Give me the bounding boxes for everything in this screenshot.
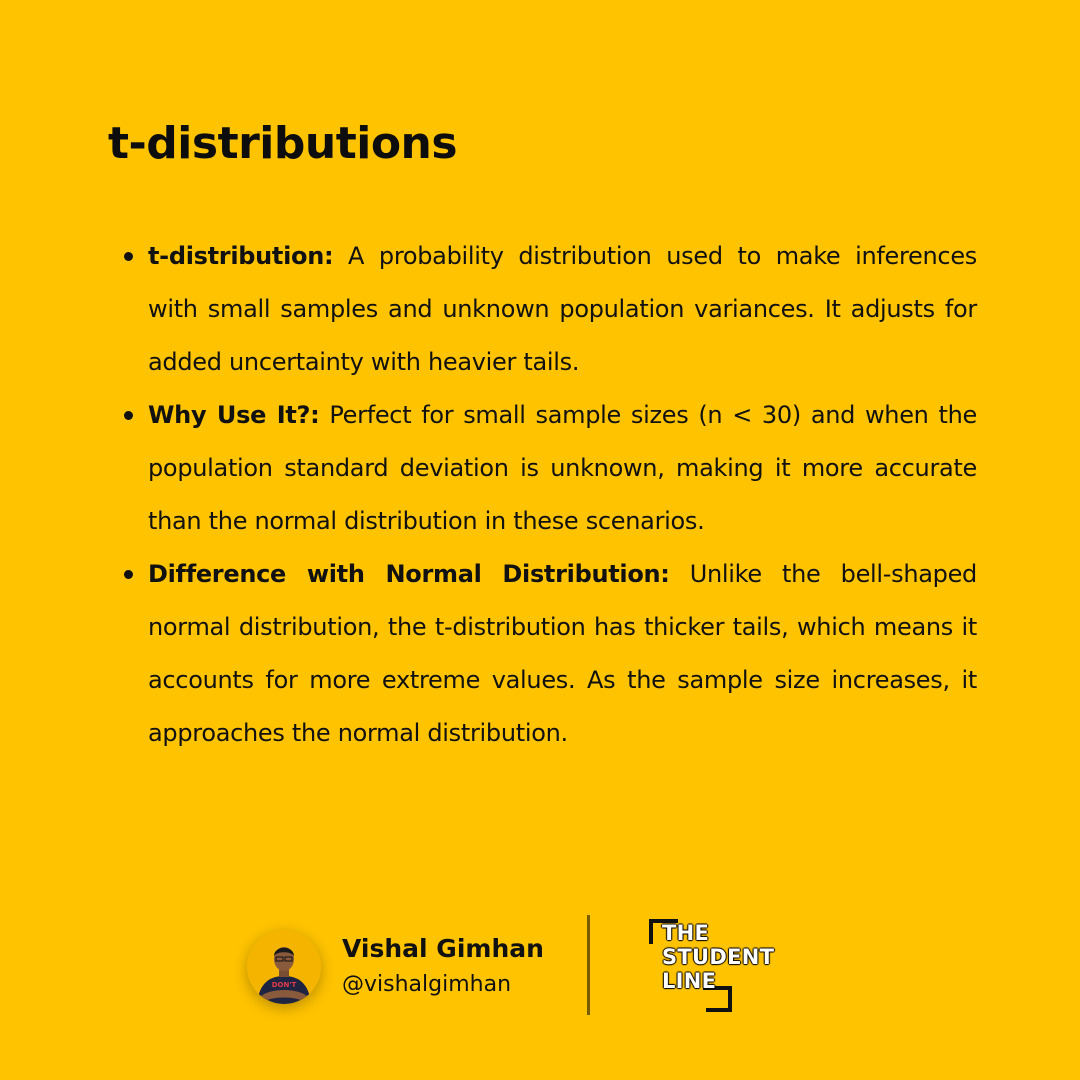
bullet-dot-icon [124,411,133,420]
brand-line-student: STUDENT [662,945,775,969]
bullet-text: A probability distribution used to make inferences with small samples and unknown population variances. It adjusts for added uncertainty with heavier tails. [148,242,977,376]
bullet-term: Difference with Normal Distribution: [148,560,670,588]
bullet-dot-icon [124,570,133,579]
bullet-text: Unlike the bell-shaped normal distribution, the t-distribution has thicker tails, which means it accounts for more extreme values. As the sample size increases, it approaches the normal distribution. [148,560,977,747]
footer [0,900,1080,1040]
author-handle: @vishalgimhan [342,972,512,997]
page-title: t-distributions [108,118,458,169]
author-name: Vishal Gimhan [342,934,544,963]
brand-line-line: LINE [662,969,717,993]
svg-text:DON'T: DON'T [271,981,297,989]
footer-divider [587,915,590,1015]
bullet-list [148,230,977,760]
person-avatar-icon [247,930,321,1004]
bullet-term: t-distribution: [148,242,334,270]
bullet-term: Why Use It?: [148,401,320,429]
avatar [247,930,321,1004]
bullet-item-why-use-it [148,389,977,548]
brand-line-the: THE [662,921,710,945]
bullet-text: Perfect for small sample sizes (n < 30) and when the population standard deviation is unknown, making it more accurate than the normal distribution in these scenarios. [148,401,977,535]
bullet-dot-icon [124,252,133,261]
bullet-item-difference [148,548,977,760]
brand-logo [648,918,798,1013]
bullet-item-t-distribution [148,230,977,389]
